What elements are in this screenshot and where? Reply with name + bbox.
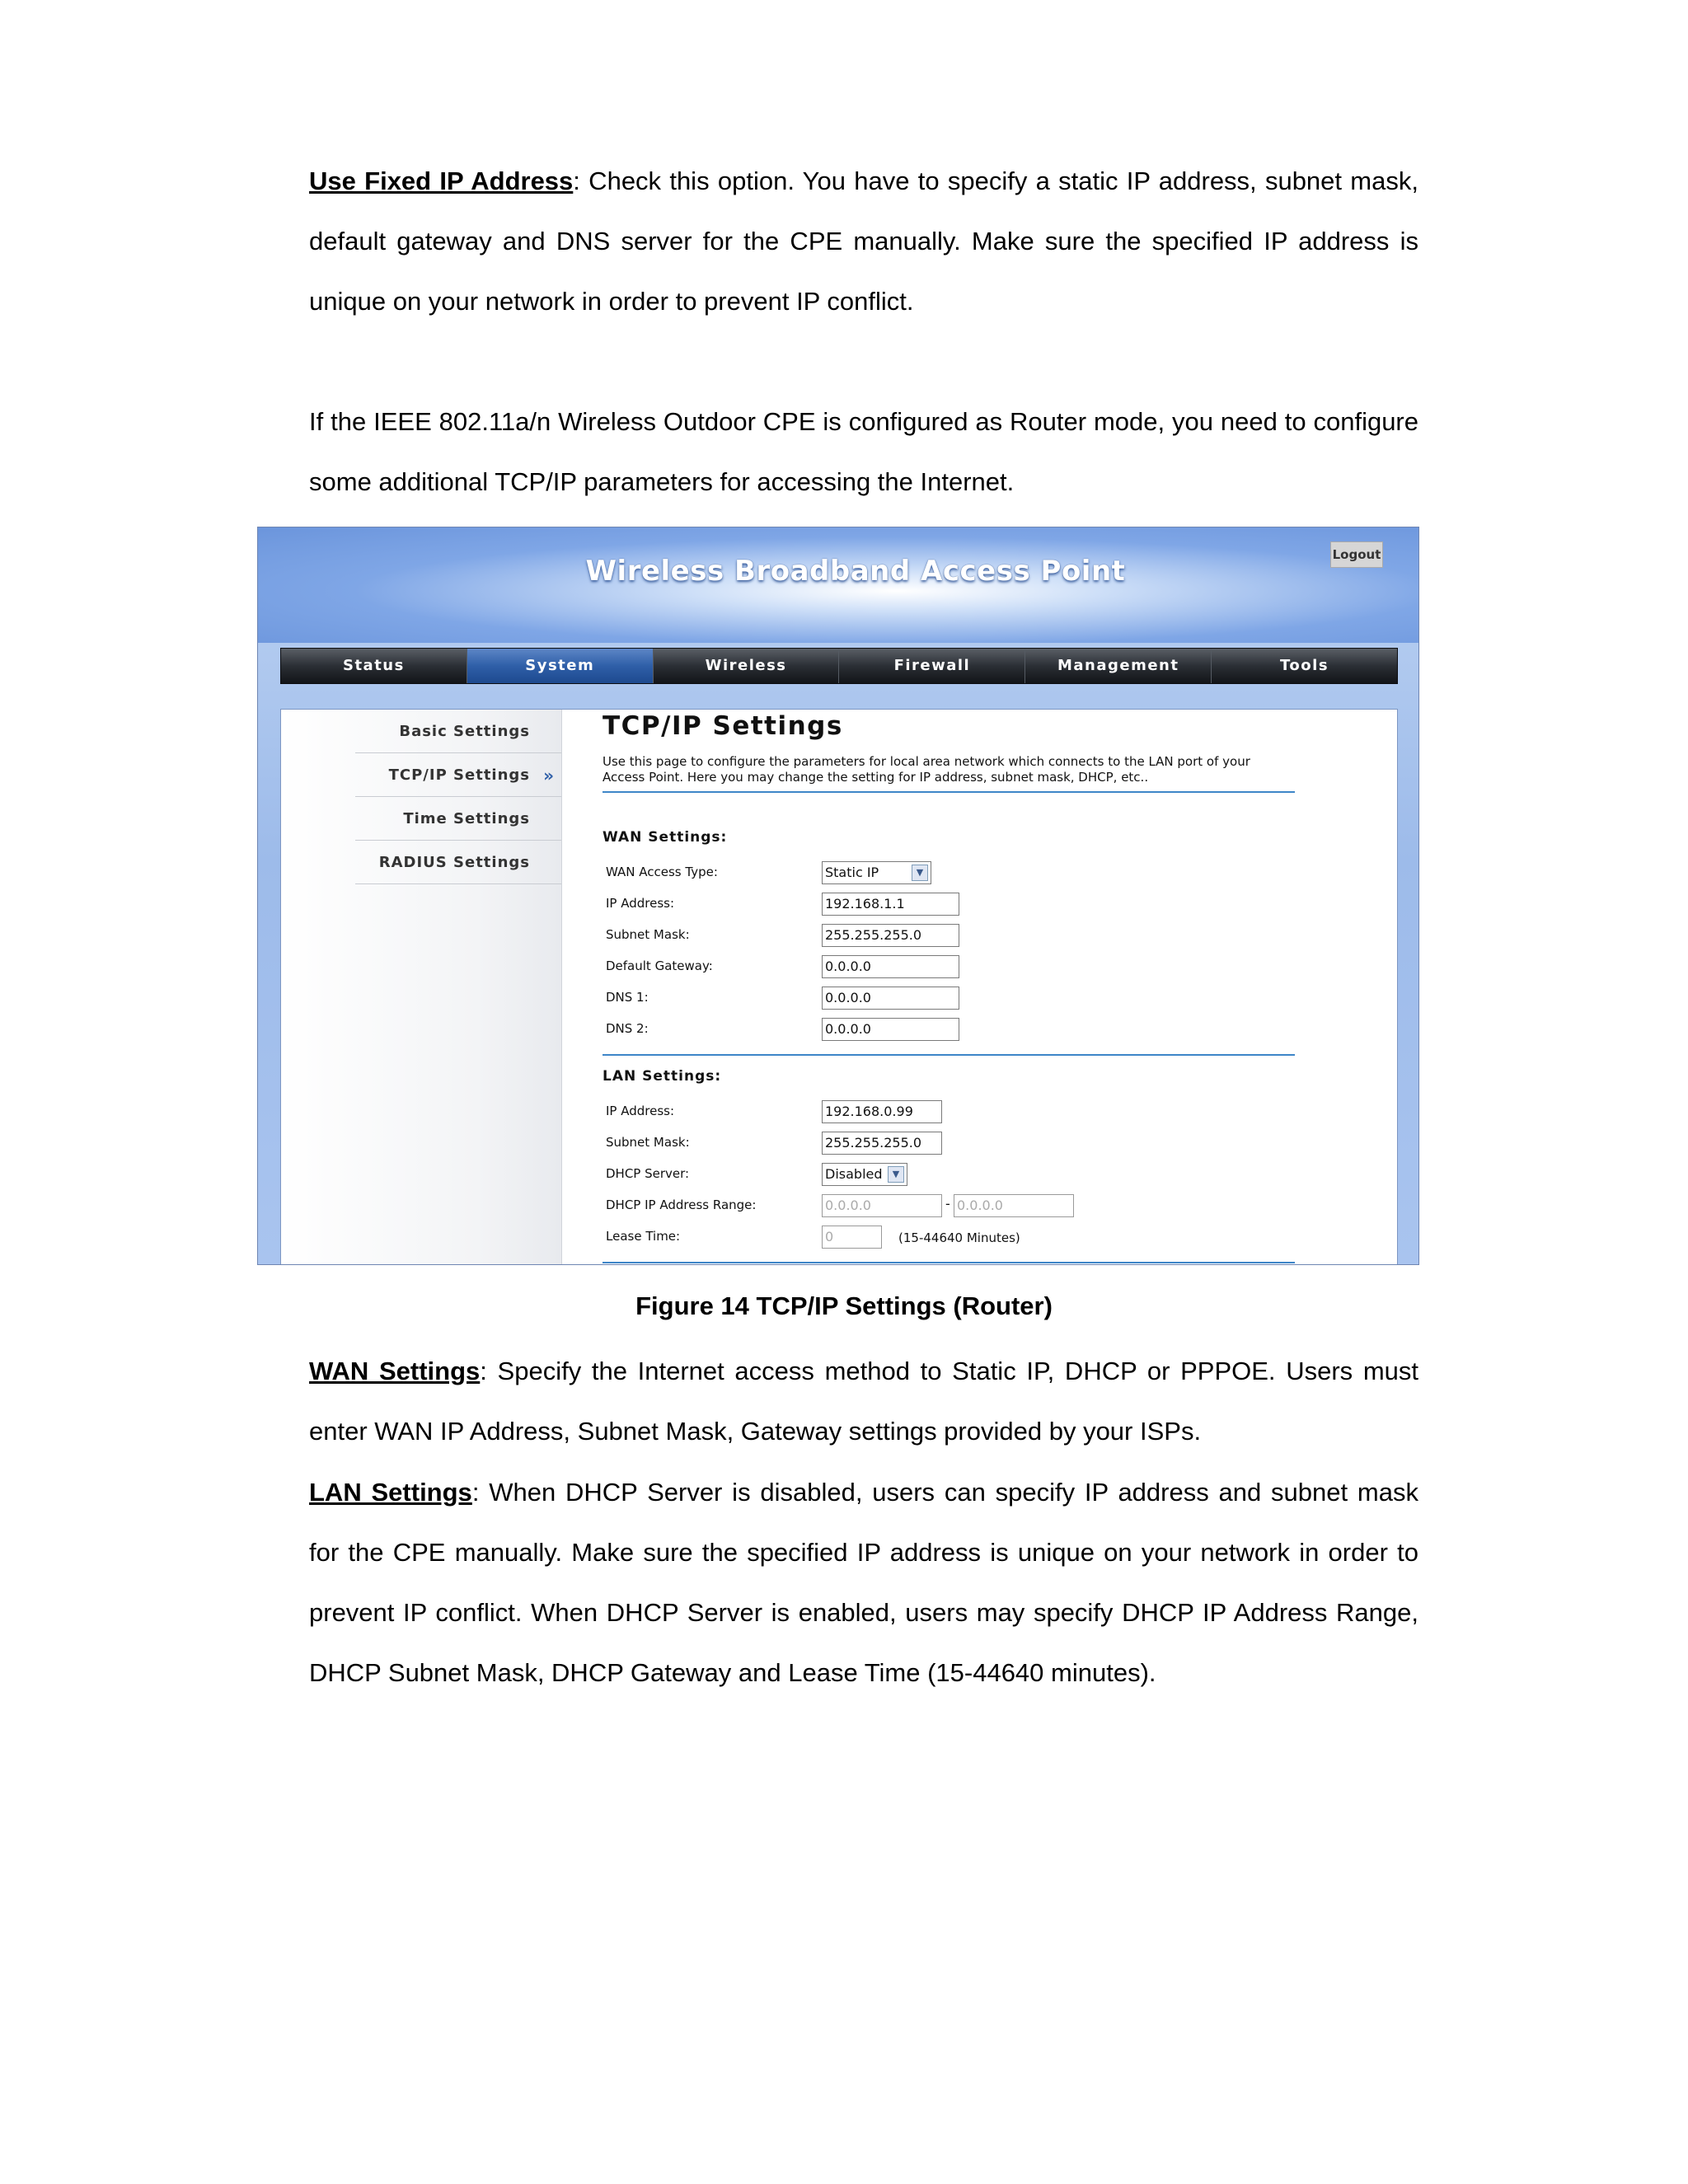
figure-caption: Figure 14 TCP/IP Settings (Router)	[635, 1291, 1053, 1320]
lan-mask-row	[606, 1132, 1348, 1156]
wan-dns2-input[interactable]: 0.0.0.0	[822, 1018, 959, 1041]
dhcp-server-row	[606, 1163, 1348, 1188]
sidebar-item-tcpip-settings[interactable]	[355, 754, 561, 797]
lease-time-label: Lease Time:	[606, 1229, 681, 1244]
wan-gateway-row	[606, 955, 1348, 980]
lease-time-row	[606, 1226, 1348, 1250]
term-wan-settings: WAN Settings	[309, 1357, 481, 1385]
tab-wireless[interactable]: Wireless	[654, 649, 840, 683]
wan-ip-row	[606, 893, 1348, 917]
wan-dns1-input[interactable]: 0.0.0.0	[822, 987, 959, 1010]
dhcp-range-row	[606, 1194, 1348, 1219]
divider	[603, 1054, 1295, 1056]
tab-tools[interactable]: Tools	[1280, 657, 1329, 674]
wan-mask-label: Subnet Mask:	[606, 927, 690, 942]
wan-settings-heading: WAN Settings:	[603, 829, 728, 846]
chevron-down-icon: ▼	[888, 1166, 904, 1183]
term-lan-settings: LAN Settings	[309, 1478, 472, 1507]
sidebar-item-label: TCP/IP Settings	[388, 766, 530, 784]
sidebar-item-label: Time Settings	[403, 810, 530, 827]
wan-ip-input[interactable]: 192.168.1.1	[822, 893, 959, 916]
divider	[603, 1262, 1295, 1263]
paragraph-text: : When DHCP Server is disabled, users can specify IP address and subnet mask for the CPE manually. Make sure the specified IP address is unique on your network in order to prevent IP conflict. When DHCP Server is enabled, users may specify DHCP IP Address Range, DHCP Subnet Mask, DHCP Gateway and Lease Time (15-44640 minutes).	[309, 1478, 1418, 1687]
dhcp-server-select[interactable]	[822, 1163, 907, 1186]
lan-ip-input[interactable]: 192.168.0.99	[822, 1100, 942, 1123]
wan-access-type-select[interactable]	[822, 861, 931, 884]
wan-dns1-row	[606, 987, 1348, 1011]
paragraph-wan-settings	[309, 1341, 1418, 1461]
lease-time-unit: (15-44640 Minutes)	[898, 1230, 1020, 1245]
lease-time-input[interactable]: 0	[822, 1226, 882, 1249]
wan-access-type-row	[606, 861, 1348, 886]
lan-mask-input[interactable]: 255.255.255.0	[822, 1132, 942, 1155]
wan-access-type-label: WAN Access Type:	[606, 865, 718, 879]
content-panel	[280, 709, 1398, 1265]
sidebar-item-radius-settings[interactable]	[355, 841, 561, 884]
tab-system[interactable]: System	[467, 649, 654, 683]
dhcp-server-value: Disabled	[825, 1166, 883, 1182]
router-screenshot-figure	[257, 527, 1419, 1265]
dhcp-range-end-input[interactable]: 0.0.0.0	[954, 1194, 1074, 1217]
sidebar	[281, 710, 562, 1265]
paragraph-text: : Specify the Internet access method to Static IP, DHCP or PPPOE. Users must enter WAN IP Address, Subnet Mask, Gateway settings provided by your ISPs.	[309, 1357, 1418, 1446]
main-content	[561, 710, 1398, 1265]
lan-ip-label: IP Address:	[606, 1104, 675, 1118]
wan-mask-input[interactable]: 255.255.255.0	[822, 924, 959, 947]
lan-mask-label: Subnet Mask:	[606, 1135, 690, 1150]
range-separator: -	[945, 1196, 950, 1212]
sidebar-item-label: RADIUS Settings	[378, 854, 530, 871]
lan-settings-heading: LAN Settings:	[603, 1068, 722, 1085]
wan-access-type-value: Static IP	[825, 865, 879, 880]
sidebar-item-time-settings[interactable]	[355, 798, 561, 841]
paragraph-router-mode	[309, 391, 1418, 512]
dhcp-server-label: DHCP Server:	[606, 1166, 690, 1181]
wan-dns2-label: DNS 2:	[606, 1021, 649, 1036]
paragraph-lan-settings	[309, 1462, 1418, 1703]
wan-dns2-row	[606, 1018, 1348, 1043]
logout-button[interactable]: Logout	[1330, 541, 1383, 568]
app-title: Wireless Broadband Access Point	[585, 555, 1126, 588]
double-chevron-right-icon: »	[543, 766, 555, 785]
tab-firewall[interactable]: Firewall	[839, 649, 1025, 683]
wan-dns1-label: DNS 1:	[606, 990, 649, 1005]
paragraph-text: : Check this option. You have to specify a static IP address, subnet mask, default gateway and DNS server for the CPE manually. Make sure the specified IP address is unique on your network in order to prevent IP conflict.	[309, 166, 1418, 316]
wan-ip-label: IP Address:	[606, 896, 675, 911]
wan-gateway-label: Default Gateway:	[606, 958, 713, 973]
sidebar-item-label: Basic Settings	[399, 723, 530, 740]
paragraph-fixed-ip	[309, 151, 1418, 331]
term-use-fixed-ip: Use Fixed IP Address	[309, 166, 574, 195]
page-title: TCP/IP Settings	[603, 711, 843, 741]
dhcp-range-label: DHCP IP Address Range:	[606, 1197, 757, 1212]
tab-management[interactable]: Management	[1025, 649, 1212, 683]
tab-status[interactable]: Status	[281, 649, 467, 683]
chevron-down-icon: ▼	[912, 865, 928, 881]
page-description: Use this page to configure the parameters for local area network which connects to the LAN port of your Access Point. Here you may change the setting for IP address, subnet mask, DHCP, etc..	[603, 754, 1250, 785]
wan-gateway-input[interactable]: 0.0.0.0	[822, 955, 959, 978]
dhcp-range-start-input[interactable]: 0.0.0.0	[822, 1194, 942, 1217]
wan-mask-row	[606, 924, 1348, 949]
top-navigation	[280, 648, 1398, 684]
sidebar-item-basic-settings[interactable]	[355, 710, 561, 753]
lan-ip-row	[606, 1100, 1348, 1125]
paragraph-text: If the IEEE 802.11a/n Wireless Outdoor CPE is configured as Router mode, you need to configure some additional TCP/IP parameters for accessing the Internet.	[309, 407, 1418, 496]
divider	[603, 791, 1295, 793]
